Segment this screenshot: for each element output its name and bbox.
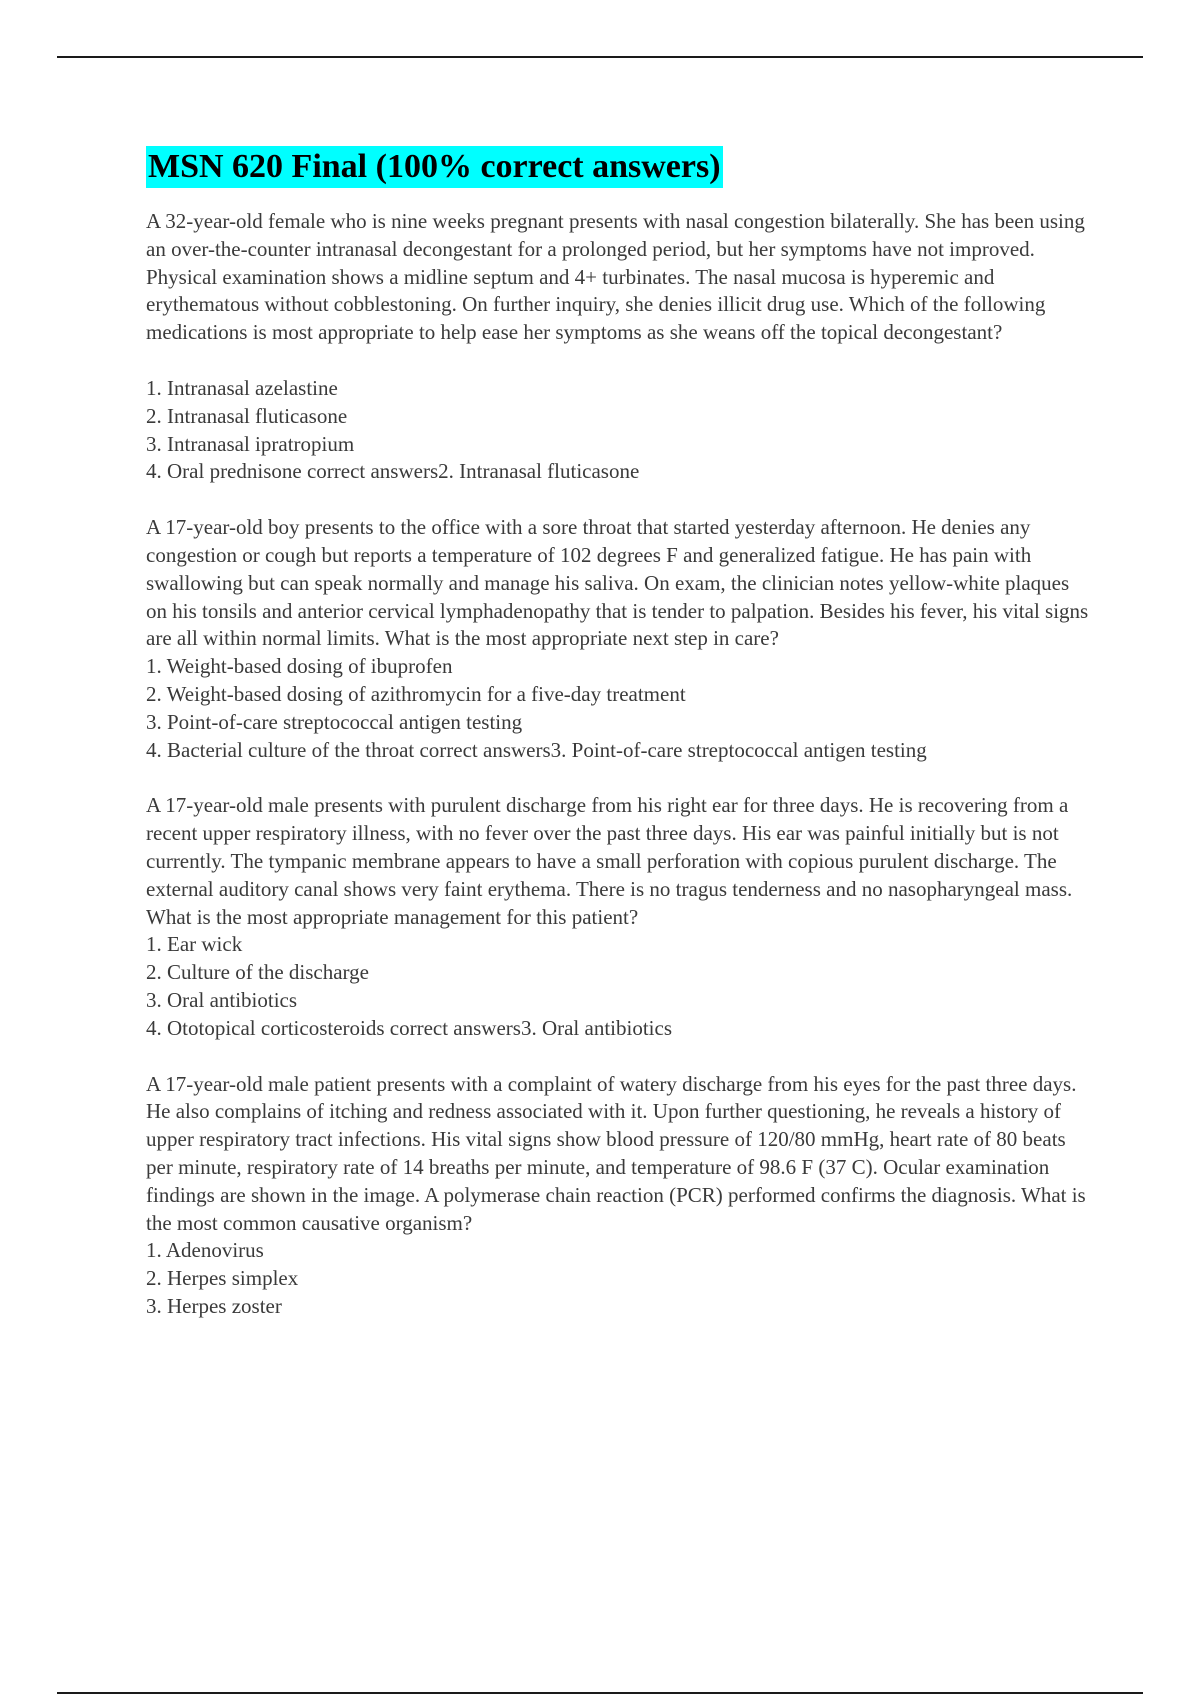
question-stem: A 17-year-old male patient presents with a complaint of watery discharge from his eyes for the past three days. He also complains of itching and redness associated with it. Upon further questioning, he reveals a history of upper respiratory tract infections. His vital signs show blood pressure of 120/80 mmHg, heart rate of 80 beats per minute, respiratory rate of 14 breaths per minute, and temperature of 98.6 F (37 C). Ocular examination findings are shown in the image. A polymerase chain reaction (PCR) performed confirms the diagnosis. What is the most common causative organism?: [146, 1071, 1086, 1235]
answer-option: 3. Herpes zoster: [146, 1293, 282, 1318]
answer-option-with-correct-answer: 4. Bacterial culture of the throat correct answers3. Point-of-care streptococcal antigen testing: [146, 737, 927, 762]
answer-options: [146, 375, 1091, 486]
answer-option: 3. Intranasal ipratropium: [146, 431, 355, 456]
answer-option: 2. Culture of the discharge: [146, 960, 369, 985]
question-gap: [146, 764, 1091, 792]
paragraph-gap: [146, 347, 1091, 375]
document-title: MSN 620 Final (100% correct answers): [146, 146, 723, 188]
bottom-rule: [57, 1692, 1143, 1694]
answer-options: [146, 931, 1091, 1042]
question-block-4: [146, 1071, 1091, 1321]
question-block-1: [146, 208, 1091, 486]
question-block-3: [146, 792, 1091, 1042]
question-stem: A 17-year-old boy presents to the office with a sore throat that started yesterday afternoon. He denies any congestion or cough but reports a temperature of 102 degrees F and generalized fatigue. He has pain with swallowing but can speak normally and manage his saliva. On exam, the clinician notes yellow-white plaques on his tonsils and anterior cervical lymphadenopathy that is tender to palpation. Besides his fever, his vital signs are all within normal limits. What is the most appropriate next step in care?: [146, 515, 1089, 651]
answer-options: [146, 1237, 1091, 1320]
document-body: [146, 146, 1091, 1321]
question-stem: A 17-year-old male presents with purulent discharge from his right ear for three days. He is recovering from a recent upper respiratory illness, with no fever over the past three days. His ear was painful initially but is not currently. The tympanic membrane appears to have a small perforation with copious purulent discharge. The external auditory canal shows very faint erythema. There is no tragus tenderness and no nasopharyngeal mass. What is the most appropriate management for this patient?: [146, 793, 1073, 929]
top-rule: [57, 56, 1143, 58]
answer-option: 3. Point-of-care streptococcal antigen testing: [146, 709, 523, 734]
answer-option: 2. Herpes simplex: [146, 1266, 299, 1291]
answer-options: [146, 653, 1091, 764]
question-gap: [146, 486, 1091, 514]
answer-option: 3. Oral antibiotics: [146, 987, 298, 1012]
answer-option: 1. Adenovirus: [146, 1238, 264, 1263]
question-block-2: [146, 514, 1091, 764]
answer-option: 2. Intranasal fluticasone: [146, 403, 348, 428]
answer-option-with-correct-answer: 4. Ototopical corticosteroids correct answers3. Oral antibiotics: [146, 1015, 673, 1040]
answer-option-with-correct-answer: 4. Oral prednisone correct answers2. Intranasal fluticasone: [146, 459, 640, 484]
answer-option: 1. Weight-based dosing of ibuprofen: [146, 654, 453, 679]
answer-option: 1. Intranasal azelastine: [146, 375, 338, 400]
answer-option: 1. Ear wick: [146, 932, 243, 957]
question-stem: A 32-year-old female who is nine weeks pregnant presents with nasal congestion bilaterally. She has been using an over-the-counter intranasal decongestant for a prolonged period, but her symptoms have not improved. Physical examination shows a midline septum and 4+ turbinates. The nasal mucosa is hyperemic and erythematous without cobblestoning. On further inquiry, she denies illicit drug use. Which of the following medications is most appropriate to help ease her symptoms as she weans off the topical decongestant?: [146, 209, 1085, 345]
question-gap: [146, 1043, 1091, 1071]
answer-option: 2. Weight-based dosing of azithromycin for a five-day treatment: [146, 681, 686, 706]
